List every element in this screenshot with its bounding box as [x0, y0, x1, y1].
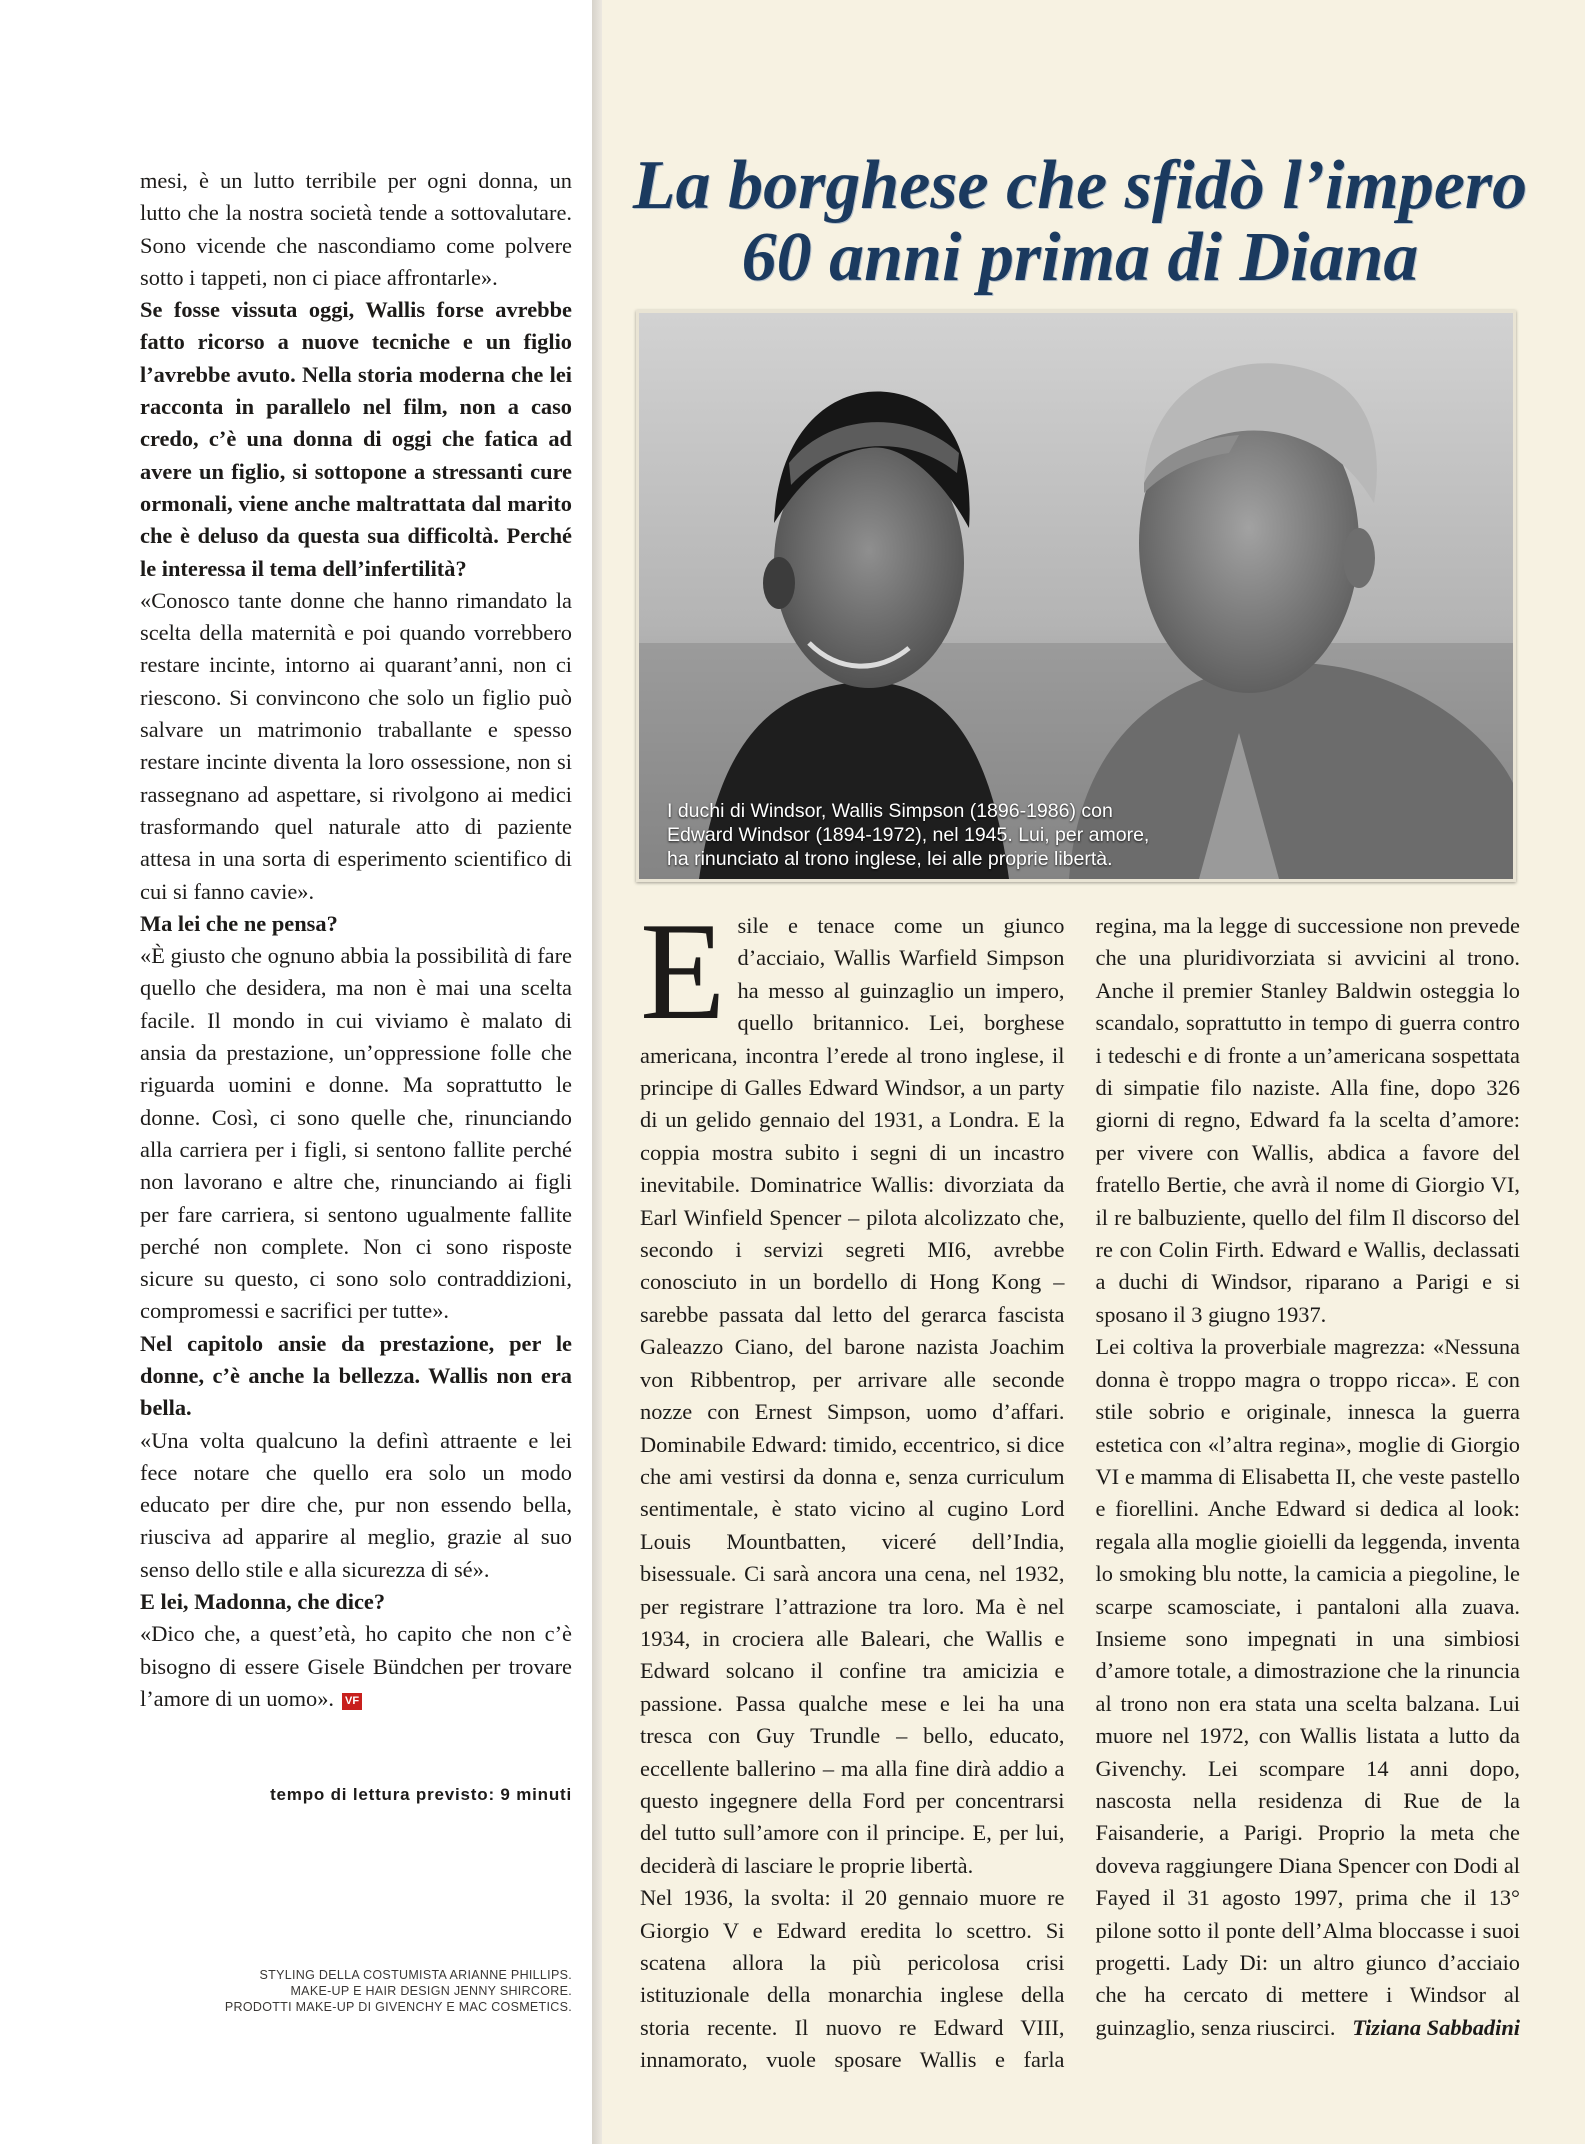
- interview-paragraph: mesi, è un lutto terribile per ogni donna, un lutto che la nostra società tende a sottovalutare. Sono vicende che nascondiamo come polvere sotto i tappeti, non ci piace affrontarle».: [140, 168, 572, 290]
- article-paragraph: [640, 894, 1065, 1882]
- credit-line: PRODOTTI MAKE-UP DI GIVENCHY E MAC COSMETICS.: [224, 2000, 572, 2014]
- interview-final-answer-text: «Dico che, a quest’età, ho capito che non c’è bisogno di essere Gisele Bündchen per trovare l’amore di un uomo».: [140, 1621, 572, 1711]
- sidebar-headline: [625, 147, 1535, 296]
- interview-final-answer: [140, 1618, 572, 1715]
- headline-line-1: La borghese che sfidò l’impero: [632, 147, 1528, 224]
- headline-line-2: 60 anni prima di Diana: [741, 219, 1419, 296]
- interview-answer: «Conosco tante donne che hanno rimandato la scelta della maternità e poi quando vorrebbero restare incinte, intorno ai quarant’anni, non ci riescono. Si convincono che solo un figlio può salvare un matrimonio traballante e spesso restare incinte diventa la loro ossessione, non si rassegnano ad aspettare, si rivolgono ai medici trasformando quel naturale atto di paziente attesa in una sorta di esperimento scientifico di cui si fanno cavie».: [140, 587, 572, 904]
- drop-cap: E: [640, 894, 726, 1049]
- article-paragraph: [1096, 1331, 1521, 2044]
- interview-answer: «È giusto che ognuno abbia la possibilità di fare quello che desidera, ma non è mai una scelta facile. Il mondo in cui viviamo è malato di ansia da prestazione, un’oppressione folle che riguarda uomini e donne. Ma soprattutto le donne. Così, ci sono quelle che, rinunciando alla carriera per i figli, si sentono fallite perché non lavorano e altre che, rinunciando ai figli per fare carriera, si sentono ugualmente fallite perché non complete. Non ci sono risposte sicure su questo, ci sono solo contraddizioni, compromessi e sacrifici per tutte».: [140, 943, 572, 1324]
- photo-credits: [140, 1967, 572, 2015]
- credit-line: STYLING DELLA COSTUMISTA ARIANNE PHILLIPS.: [259, 1968, 572, 1982]
- caption-line: I duchi di Windsor, Wallis Simpson (1896-1986) con: [667, 800, 1113, 822]
- article-paragraph: Nel 1936, la svolta: il 20 gennaio muore re Giorgio V e Edward eredita lo scettro. Si scatena allora la più pericolosa crisi istituzionale della monarchia inglese della storia recente. Il nuovo re Edward VIII, innamorato, vuole sposare Wallis e farla regina, ma la legge di successione non prevede che una pluridivorziata si avvicini al trono. Anche il premier Stanley Baldwin osteggia lo scandalo, soprattutto in tempo di guerra contro i tedeschi e di fronte a un’americana sospettata di simpatie filo naziste. Alla fine, dopo 326 giorni di regno, Edward fa la scelta d’amore: per vivere con Wallis, abdica a favore del fratello Bertie, che avrà il nome di Giorgio VI, il re balbuziente, quello del film Il discorso del re con Colin Firth. Edward e Wallis, declassati a duchi di Windsor, riparano a Parigi e si sposano il 3 giugno 1937.: [640, 913, 1520, 2073]
- interview-answer: «Una volta qualcuno la definì attraente e lei fece notare che quello era solo un modo educato per dire che, pur non essendo bella, riusciva ad apparire al meglio, grazie al suo senso dello stile e alla sicurezza di sé».: [140, 1427, 572, 1582]
- interview-question: E lei, Madonna, che dice?: [140, 1589, 386, 1615]
- interview-question: Ma lei che ne pensa?: [140, 910, 338, 936]
- photo-illustration: [639, 313, 1513, 879]
- article-paragraph-text: Lei coltiva la proverbiale magrezza: «Nessuna donna è troppo magra o troppo ricca». E con stile sobrio e originale, innesca la guerra estetica con «l’altra regina», moglie di Giorgio VI e mamma di Elisabetta II, che veste pastello e fiorellini. Anche Edward si dedica al look: regala alla moglie gioielli da leggenda, inventa lo smoking blu notte, la camicia a piegoline, le scarpe scamosciate, i pantaloni alla zuava. Insieme sono impegnati in una simbiosi d’amore totale, a dimostrazione che la rinuncia al trono non era stata una scelta balzana. Lui muore nel 1972, con Wallis listata a lutto da Givenchy. Lei scompare 14 anni dopo, nascosta nella residenza di Rue de la Faisanderie, a Parigi. Proprio la meta che doveva raggiungere Diana Spencer con Dodi al Fayed il 31 agosto 1997, prima che il 13° pilone sotto il ponte dell’Alma bloccasse i suoi progetti. Lady Di: un altro giunco d’acciaio che ha cercato di mettere i Windsor al guinzaglio, senza riuscirci.: [1095, 1334, 1520, 2040]
- sidebar-article: [640, 894, 1520, 2077]
- caption-line: ha rinunciato al trono inglese, lei alle proprie libertà.: [667, 848, 1113, 870]
- interview-question: Se fosse vissuta oggi, Wallis forse avrebbe fatto ricorso a nuove tecniche e un figlio l’avrebbe avuto. Nella storia moderna che lei racconta in parallelo nel film, non a caso credo, c’è una donna di oggi che fatica ad avere un figlio, si sottopone a stressanti cure ormonali, viene anche maltrattata dal marito che è deluso da questa sua difficoltà. Perché le interessa il tema dell’infertilità?: [140, 297, 572, 581]
- reading-time: tempo di lettura previsto: 9 minuti: [270, 1785, 572, 1804]
- page-gutter: [592, 0, 602, 2144]
- interview-question: Nel capitolo ansie da prestazione, per le donne, c’è anche la bellezza. Wallis non era bella.: [140, 1330, 572, 1421]
- interview-column: [140, 165, 572, 1715]
- credit-line: MAKE-UP E HAIR DESIGN JENNY SHIRCORE.: [290, 1984, 572, 1998]
- photo-caption: [667, 799, 1507, 871]
- author-byline: Tiziana Sabbadini: [1352, 2014, 1520, 2040]
- end-mark-badge: VF: [342, 1693, 362, 1710]
- duke-duchess-photo: [636, 310, 1516, 882]
- article-paragraph-text: sile e tenace come un giunco d’acciaio, Wallis Warfield Simpson ha messo al guinzaglio un impero, quello britannico. Lei, borghese americana, incontra l’erede al trono inglese, il principe di Galles Edward Windsor, a un party di un gelido gennaio del 1931, a Londra. E la coppia mostra subito i segni di un incastro inevitabile. Dominatrice Wallis: divorziata da Earl Winfield Spencer – pilota alcolizzato che, secondo i servizi segreti MI6, avrebbe conosciuto in un bordello di Hong Kong – sarebbe passata dal letto del gerarca fascista Galeazzo Ciano, del barone nazista Joachim von Ribbentrop, per arrivare alle seconde nozze con Ernest Simpson, uomo d’affari. Dominabile Edward: timido, eccentrico, si dice che ami vestirsi da donna e, senza curriculum sentimentale, è stato vicino al cugino Lord Louis Mountbatten, viceré dell’India, bisessuale. Ci sarà ancora una cena, nel 1932, per registrare l’attrazione tra loro. Ma è nel 1934, in crociera alle Baleari, che Wallis e Edward solcano il confine tra amicizia e passione. Passa qualche mese e lei ha una tresca con Guy Trundle – bello, educato, eccellente ballerino – ma alla fine dirà addio a questo ingegnere della Ford per concentrarsi del tutto sull’amore con il principe. E, per lui, deciderà di lasciare le proprie libertà.: [640, 913, 1065, 1878]
- caption-line: Edward Windsor (1894-1972), nel 1945. Lui, per amore,: [667, 824, 1150, 846]
